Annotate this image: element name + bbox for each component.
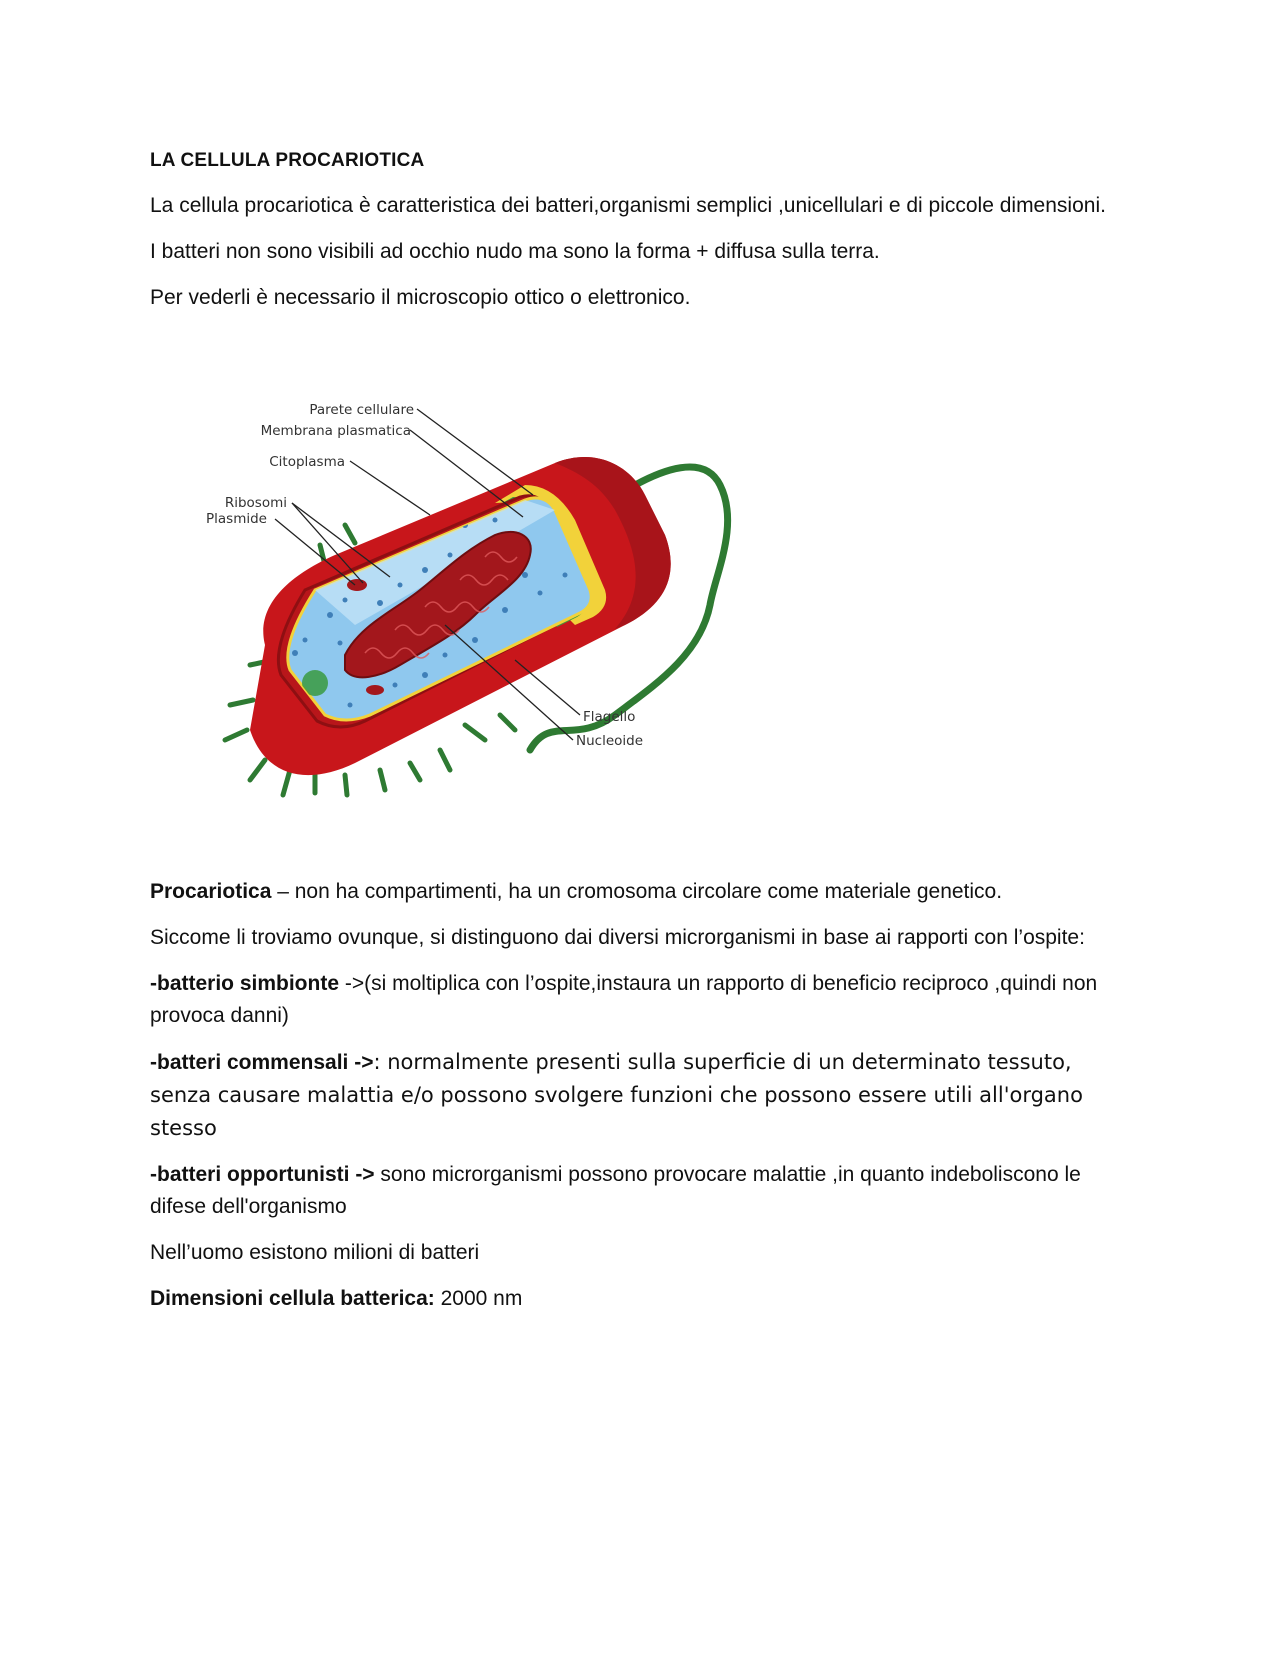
- intro-paragraph-1: La cellula procariotica è caratteristica dei batteri,organismi semplici ,unicellulari e di piccole dimensioni.: [150, 194, 1106, 217]
- paragraph-simbionte: [150, 968, 1130, 1032]
- paragraph-siccome: Siccome li troviamo ovunque, si distinguono dai diversi microrganismi in base ai rapporti con l’ospite:: [150, 926, 1085, 949]
- term-procariotica: Procariotica: [150, 880, 272, 903]
- paragraph-commensali: [150, 1046, 1130, 1145]
- paragraph-procariotica: [150, 876, 1130, 908]
- paragraph-dimensioni: [150, 1283, 1130, 1315]
- label-flagello: Flagello: [583, 709, 636, 725]
- term-commensali: -batteri commensali ->: [150, 1051, 374, 1074]
- term-simbionte: -batterio simbionte: [150, 972, 340, 995]
- label-membrana: Membrana plasmatica: [260, 423, 411, 439]
- def-simbionte: ->(si moltiplica con l’ospite,instaura un rapporto di beneficio reciproco ,quindi non provoca danni): [150, 972, 1098, 1027]
- prokaryotic-cell-diagram: [195, 385, 765, 825]
- def-procariotica: – non ha compartimenti, ha un cromosoma circolare come materiale genetico.: [271, 880, 1003, 903]
- label-citoplasma: Citoplasma: [269, 454, 345, 470]
- cell-diagram-svg: [195, 385, 765, 825]
- intro-paragraph-2: I batteri non sono visibili ad occhio nudo ma sono la forma + diffusa sulla terra.: [150, 240, 880, 263]
- intro-paragraph-3: Per vederli è necessario il microscopio ottico o elettronico.: [150, 286, 691, 309]
- term-opportunisti: -batteri opportunisti ->: [150, 1163, 375, 1186]
- label-parete: Parete cellulare: [309, 402, 414, 418]
- document-upper: [150, 150, 1130, 328]
- value-dimensioni: 2000 nm: [434, 1287, 523, 1310]
- page-title: LA CELLULA PROCARIOTICA: [150, 150, 425, 171]
- paragraph-opportunisti: [150, 1159, 1130, 1223]
- paragraph-uomo: Nell’uomo esistono milioni di batteri: [150, 1241, 480, 1264]
- label-plasmide: Plasmide: [206, 511, 267, 527]
- label-nucleoide: Nucleoide: [576, 733, 644, 749]
- term-dimensioni: Dimensioni cellula batterica:: [150, 1287, 435, 1310]
- label-ribosomi: Ribosomi: [224, 495, 287, 511]
- document-lower: [150, 876, 1130, 1329]
- def-commensali: : normalmente presenti sulla superficie di un determinato tessuto, senza causare malattia e/o possono svolgere funzioni che possono essere utili all'organo stesso: [150, 1050, 1083, 1140]
- def-opportunisti: sono microrganismi possono provocare malattie ,in quanto indeboliscono le difese dell'organismo: [150, 1163, 1081, 1218]
